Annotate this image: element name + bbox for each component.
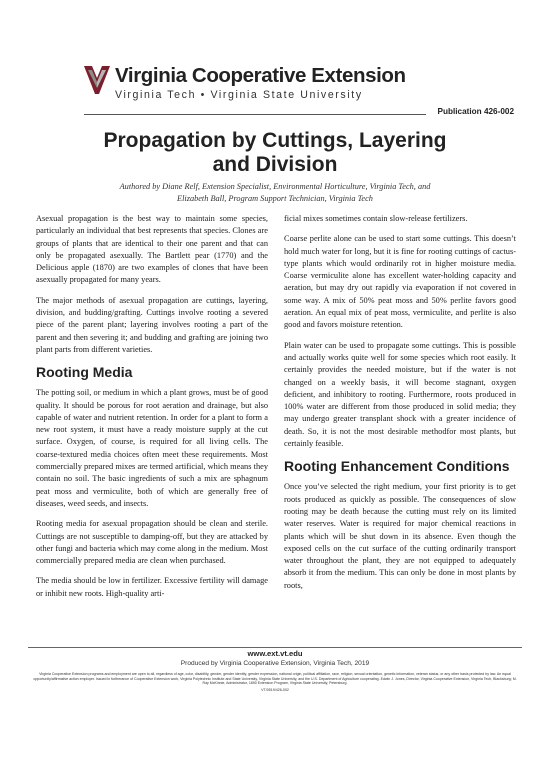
page-title-line-1: Propagation by Cuttings, Layering <box>103 129 447 152</box>
footer-publication-code: VT/0519/426-002 <box>261 688 289 692</box>
right-column <box>284 213 516 600</box>
heading-rooting-enhancement: Rooting Enhancement Conditions <box>284 458 510 475</box>
authors-line-2: Elizabeth Ball, Program Support Technician, Virginia Tech <box>177 194 373 203</box>
fertilizer-paragraph: The media should be low in fertilizer. Excessive fertility will damage or inhibit new roots. High-quality arti- <box>36 576 268 598</box>
plain-water-paragraph: Plain water can be used to propagate some cuttings. This is possible and actually works quite well for some species which root easily. It certainly provides the needed moisture, but if the water is not changed on a weekly basis, it will become stagnant, oxygen deficient, and inhibitory to rooting. Furthermore, roots produced in 100% water are different from those produced in solid media; they may undergo greater transplant shock with a greater incidence of death. So, it is not the most desirable methodfor most plants, but certainly feasible. <box>284 340 516 449</box>
methods-paragraph: The major methods of asexual propagation are cuttings, layering, division, and budding/grafting. Cuttings involve rooting a severed piece of the parent plant; layering involves rooting a part of the parent and then severing it; and budding and grafting are joining two plant parts from different varieties. <box>36 295 268 354</box>
org-name: Virginia Cooperative Extension <box>115 64 406 87</box>
perlite-paragraph: Coarse perlite alone can be used to start some cuttings. This doesn’t hold much water for long, but it is fine for rooting cuttings of cactus-type plants which would ordinarily rot in higher moisture media. Coarse vermiculite alone has excellent water-holding capacity and aeration, but may dry out rapidly via evaporation if not covered in some way. A mix of 50% peat moss and 50% perlite favors good aeration. An equal mix of peat moss, vermiculite, and perlite is also good and favors moisture retention. <box>284 234 516 330</box>
potting-soil-paragraph: The potting soil, or medium in which a plant grows, must be of good quality. It should be porous for root aeration and drainage, but also capable of water and nutrient retention. In order for a plant to form a new root system, it must have a ready moisture supply at the cut surface. Oxygen, of course, is required for all living cells. The coarse-textured media choices often meet these requirements. Most commercially prepared mixes are termed artificial, which means they contain no soil. The basic ingredients of such a mix are sphagnum peat moss and vermiculite, both of which are generally free of diseases, weed seeds, and insects. <box>36 388 268 508</box>
header-rule <box>84 114 426 115</box>
footer-legal-notice: Virginia Cooperative Extension programs and employment are open to all, regardless of age, color, disability, gender, gender identity, gender expression, national origin, political affiliation, race, religion, sexual orientation, genetic information, veteran status, or any other basis protected by law. An equal opportunity/affirmative action employer. Issued in furtherance of Cooperative Extension work, Virginia Polytechnic Institute and State University, Virginia State University, and the U.S. Department of Agriculture cooperating. Edwin J. Jones, Director, Virginia Cooperative Extension, Virginia Tech, Blacksburg; M. Ray McKinnie, Administrator, 1890 Extension Program, Virginia State University, Petersburg. <box>33 672 517 686</box>
vce-logo-icon <box>84 66 110 94</box>
sterile-media-paragraph: Rooting media for asexual propagation should be clean and sterile. Cuttings are not susceptible to damping-off, but they are attacked by other fungi and bacteria which may come along in the medium. Most commercially prepared media are clean when purchased. <box>36 519 268 566</box>
intro-paragraph: Asexual propagation is the best way to maintain some species, particularly an individual that best represents that species. Clones are groups of plants that are identical to their one parent and that can only be propagated asexually. The Bartlett pear (1770) and the Delicious apple (1870) are two examples of clones that have been asexually propagated for many years. <box>36 214 268 285</box>
heading-rooting-media: Rooting Media <box>36 364 133 381</box>
footer-produced-by: Produced by Virginia Cooperative Extension, Virginia Tech, 2019 <box>180 660 370 667</box>
left-column <box>36 213 268 608</box>
publication-number: Publication 426-002 <box>437 107 514 116</box>
footer-rule <box>28 647 522 648</box>
universities-line: Virginia Tech • Virginia State University <box>115 89 363 101</box>
footer-url-link[interactable]: www.ext.vt.edu <box>247 649 303 658</box>
page-title-line-2: and Division <box>212 153 338 176</box>
fertilizer-continued-paragraph: ficial mixes sometimes contain slow-release fertilizers. <box>284 214 468 223</box>
authors-line-1: Authored by Diane Relf, Extension Specialist, Environmental Horticulture, Virginia Tech, and <box>119 182 431 191</box>
rooting-priority-paragraph: Once you’ve selected the right medium, your first priority is to get roots produced as quickly as possible. The consequences of slow rooting may be death because the cutting must rely on its limited water reserves. Water is required for major chemical reactions in plants which will be shut down in its absence. Even though the exposed cells on the cut surface of the cutting ordinarily transport water throughout the plant, they are not equipped to adequately absorb it from the medium. This can only be done in most plants by roots, <box>284 482 516 590</box>
